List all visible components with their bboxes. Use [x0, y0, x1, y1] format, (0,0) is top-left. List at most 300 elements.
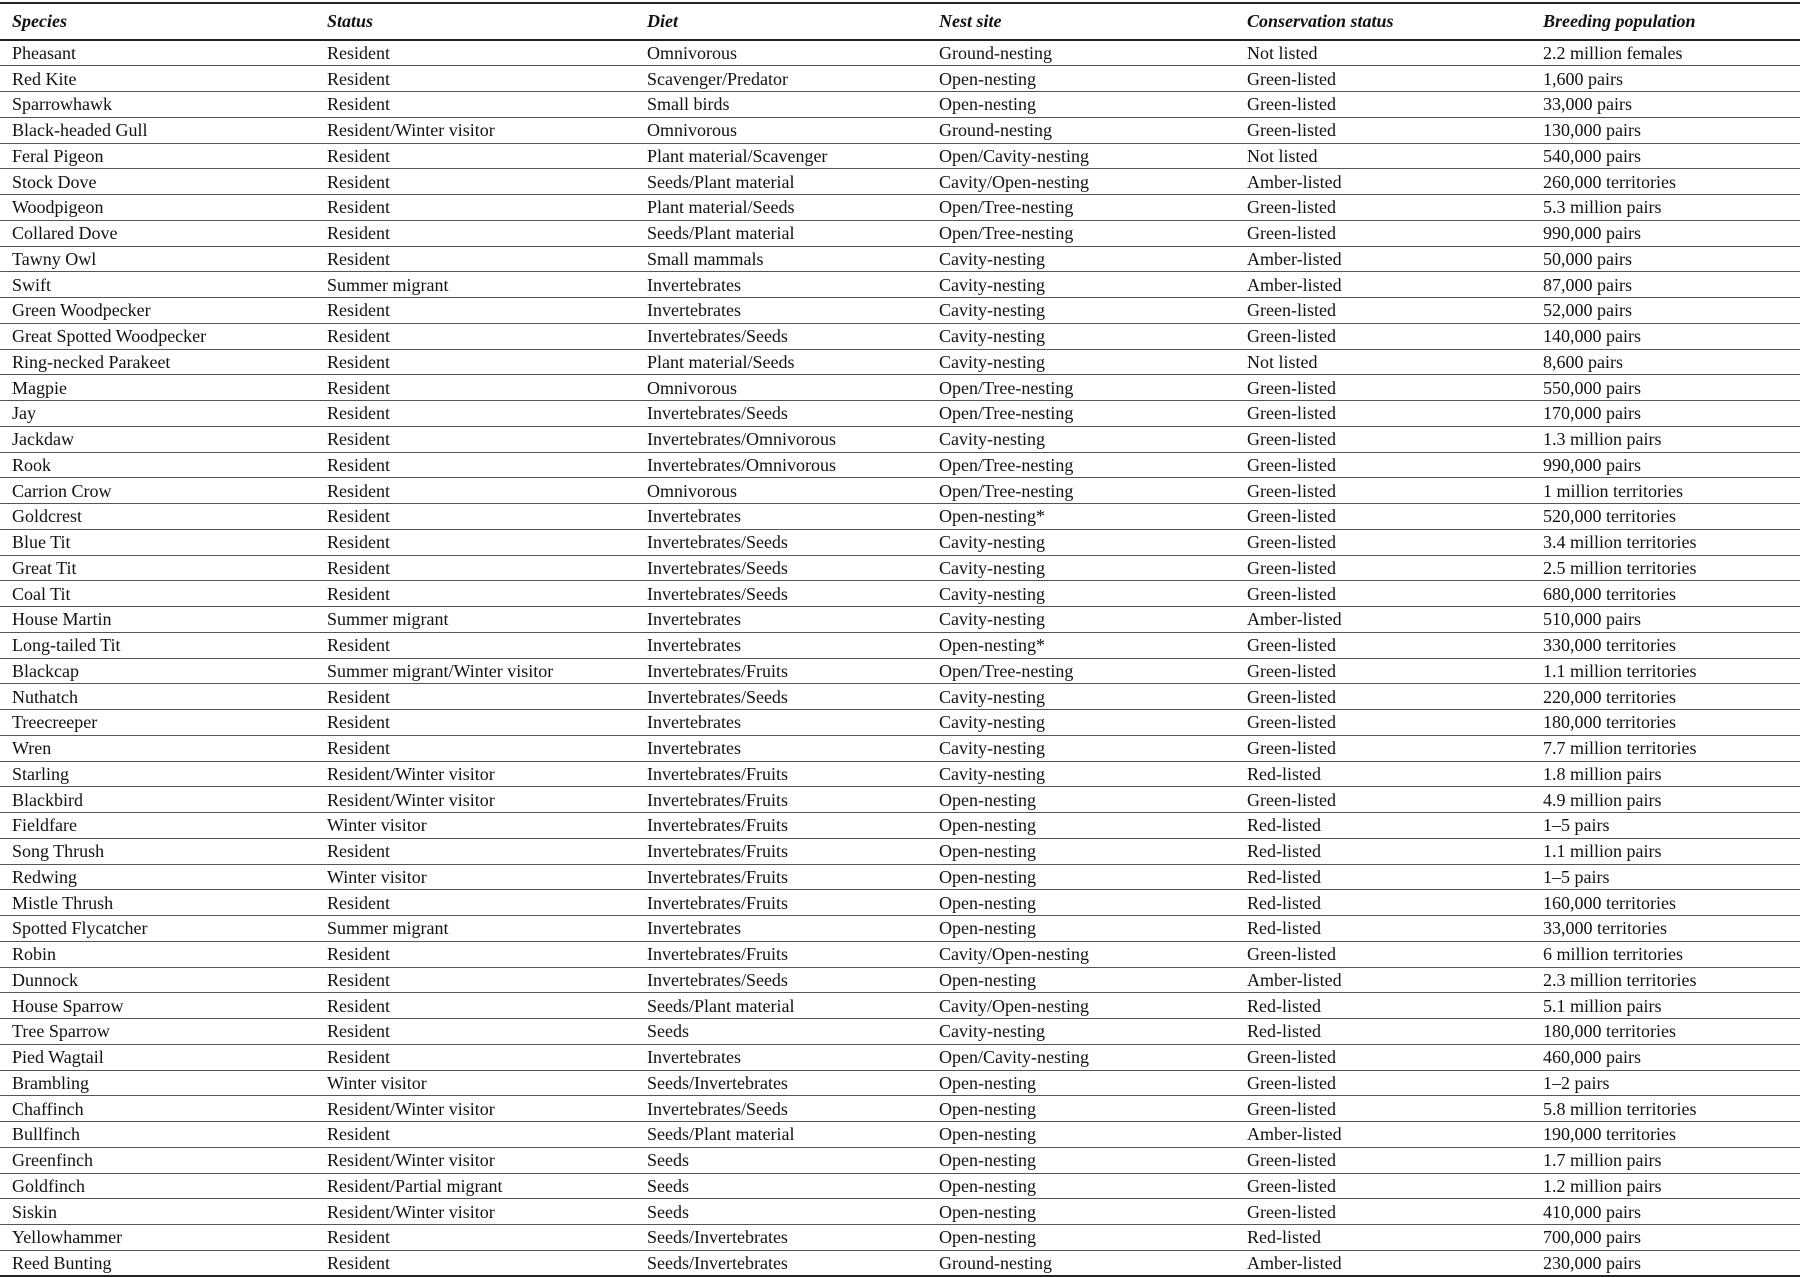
nest-site-cell: Open/Cavity-nesting [939, 1047, 1089, 1068]
diet-cell: Invertebrates [647, 300, 741, 321]
nest-site-cell: Cavity-nesting [939, 557, 1045, 578]
breeding-population-cell: 8,600 pairs [1543, 351, 1623, 372]
breeding-population-cell: 33,000 territories [1543, 918, 1667, 939]
species-cell: Green Woodpecker [12, 300, 151, 321]
breeding-population-cell: 990,000 pairs [1543, 223, 1641, 244]
conservation-status-cell: Green-listed [1247, 532, 1336, 553]
nest-site-cell: Open/Tree-nesting [939, 197, 1074, 218]
nest-site-cell: Cavity-nesting [939, 274, 1045, 295]
nest-site-cell: Open-nesting [939, 918, 1036, 939]
conservation-status-cell: Green-listed [1247, 1072, 1336, 1093]
table-row [0, 92, 1800, 118]
breeding-population-cell: 520,000 territories [1543, 506, 1676, 527]
status-cell: Resident [327, 892, 390, 913]
conservation-status-cell: Amber-listed [1247, 1252, 1342, 1273]
diet-cell: Invertebrates [647, 918, 741, 939]
status-cell: Resident [327, 94, 390, 115]
status-cell: Resident [327, 712, 390, 733]
breeding-population-cell: 460,000 pairs [1543, 1047, 1641, 1068]
species-cell: Nuthatch [12, 686, 78, 707]
nest-site-cell: Open-nesting [939, 1150, 1036, 1171]
species-cell: Collared Dove [12, 223, 118, 244]
conservation-status-cell: Green-listed [1247, 94, 1336, 115]
table-row [0, 117, 1800, 143]
nest-site-cell: Open-nesting [939, 892, 1036, 913]
diet-cell: Invertebrates/Seeds [647, 686, 788, 707]
diet-cell: Seeds/Plant material [647, 171, 795, 192]
status-cell: Summer migrant [327, 274, 449, 295]
diet-cell: Invertebrates [647, 712, 741, 733]
breeding-population-cell: 5.1 million pairs [1543, 995, 1662, 1016]
conservation-status-cell: Green-listed [1247, 789, 1336, 810]
species-cell: Swift [12, 274, 52, 295]
breeding-population-cell: 190,000 territories [1543, 1124, 1676, 1145]
conservation-status-cell: Green-listed [1247, 712, 1336, 733]
species-cell: Siskin [12, 1201, 58, 1222]
species-cell: Reed Bunting [12, 1252, 112, 1273]
table-row [0, 1199, 1800, 1225]
diet-cell: Seeds/Invertebrates [647, 1252, 788, 1273]
conservation-status-cell: Green-listed [1247, 68, 1336, 89]
table-row [0, 555, 1800, 581]
conservation-status-cell: Red-listed [1247, 892, 1321, 913]
status-cell: Resident [327, 223, 390, 244]
conservation-status-cell: Green-listed [1247, 686, 1336, 707]
species-cell: Song Thrush [12, 841, 105, 862]
breeding-population-cell: 2.2 million females [1543, 43, 1683, 64]
status-cell: Resident [327, 1252, 390, 1273]
species-cell: Goldfinch [12, 1175, 85, 1196]
breeding-population-cell: 6 million territories [1543, 944, 1683, 965]
table-row [0, 941, 1800, 967]
table-row [0, 813, 1800, 839]
table-row [0, 967, 1800, 993]
breeding-population-cell: 330,000 territories [1543, 635, 1676, 656]
table-row [0, 632, 1800, 658]
status-cell: Summer migrant/Winter visitor [327, 660, 554, 681]
table-row [0, 890, 1800, 916]
diet-cell: Plant material/Scavenger [647, 145, 828, 166]
diet-cell: Invertebrates/Omnivorous [647, 454, 836, 475]
conservation-status-cell: Amber-listed [1247, 171, 1342, 192]
diet-cell: Invertebrates/Fruits [647, 866, 788, 887]
breeding-population-cell: 160,000 territories [1543, 892, 1676, 913]
conservation-status-cell: Amber-listed [1247, 1124, 1342, 1145]
nest-site-cell: Open-nesting [939, 68, 1036, 89]
breeding-population-cell: 410,000 pairs [1543, 1201, 1641, 1222]
diet-cell: Scavenger/Predator [647, 68, 788, 89]
diet-cell: Invertebrates [647, 1047, 741, 1068]
table-row [0, 735, 1800, 761]
breeding-population-cell: 990,000 pairs [1543, 454, 1641, 475]
table-row [0, 452, 1800, 478]
nest-site-cell: Cavity-nesting [939, 686, 1045, 707]
species-cell: Coal Tit [12, 583, 71, 604]
status-cell: Winter visitor [327, 1072, 427, 1093]
breeding-population-cell: 1–2 pairs [1543, 1072, 1610, 1093]
nest-site-cell: Open/Tree-nesting [939, 377, 1074, 398]
nest-site-cell: Cavity/Open-nesting [939, 995, 1089, 1016]
table-row [0, 916, 1800, 942]
diet-cell: Invertebrates [647, 274, 741, 295]
conservation-status-cell: Amber-listed [1247, 969, 1342, 990]
diet-cell: Invertebrates [647, 609, 741, 630]
species-cell: Jackdaw [12, 429, 74, 450]
breeding-population-cell: 700,000 pairs [1543, 1227, 1641, 1248]
nest-site-cell: Cavity-nesting [939, 763, 1045, 784]
species-cell: Magpie [12, 377, 67, 398]
nest-site-cell: Open/Tree-nesting [939, 480, 1074, 501]
breeding-population-cell: 3.4 million territories [1543, 532, 1697, 553]
conservation-status-cell: Green-listed [1247, 454, 1336, 475]
species-cell: Blackbird [12, 789, 83, 810]
breeding-population-cell: 260,000 territories [1543, 171, 1676, 192]
conservation-status-cell: Red-listed [1247, 866, 1321, 887]
nest-site-cell: Open/Tree-nesting [939, 660, 1074, 681]
breeding-population-cell: 1–5 pairs [1543, 866, 1610, 887]
conservation-status-cell: Red-listed [1247, 841, 1321, 862]
status-cell: Summer migrant [327, 918, 449, 939]
breeding-population-cell: 87,000 pairs [1543, 274, 1632, 295]
table-row [0, 169, 1800, 195]
nest-site-cell: Cavity-nesting [939, 738, 1045, 759]
breeding-population-cell: 1–5 pairs [1543, 815, 1610, 836]
status-cell: Resident/Winter visitor [327, 1098, 495, 1119]
nest-site-cell: Open-nesting [939, 866, 1036, 887]
table-row [0, 1096, 1800, 1122]
status-cell: Resident [327, 197, 390, 218]
breeding-population-cell: 230,000 pairs [1543, 1252, 1641, 1273]
species-cell: Carrion Crow [12, 480, 112, 501]
nest-site-cell: Cavity-nesting [939, 609, 1045, 630]
column-header-species: Species [12, 11, 67, 31]
table-body [0, 40, 1800, 1276]
breeding-population-cell: 140,000 pairs [1543, 326, 1641, 347]
table-row [0, 761, 1800, 787]
breeding-population-cell: 4.9 million pairs [1543, 789, 1662, 810]
column-header-diet: Diet [647, 11, 678, 31]
diet-cell: Plant material/Seeds [647, 351, 795, 372]
nest-site-cell: Open-nesting [939, 815, 1036, 836]
conservation-status-cell: Green-listed [1247, 1201, 1336, 1222]
breeding-population-cell: 1.3 million pairs [1543, 429, 1662, 450]
nest-site-cell: Open-nesting* [939, 506, 1045, 527]
column-header-status: Status [327, 11, 374, 31]
diet-cell: Invertebrates [647, 738, 741, 759]
table-row [0, 1173, 1800, 1199]
conservation-status-cell: Green-listed [1247, 1047, 1336, 1068]
table-row [0, 1122, 1800, 1148]
status-cell: Winter visitor [327, 866, 427, 887]
diet-cell: Seeds/Plant material [647, 223, 795, 244]
table-row [0, 864, 1800, 890]
table-row [0, 504, 1800, 530]
column-header-conservation-status: Conservation status [1247, 11, 1394, 31]
conservation-status-cell: Amber-listed [1247, 248, 1342, 269]
nest-site-cell: Cavity-nesting [939, 1021, 1045, 1042]
diet-cell: Invertebrates/Fruits [647, 815, 788, 836]
diet-cell: Invertebrates/Fruits [647, 892, 788, 913]
diet-cell: Invertebrates/Fruits [647, 841, 788, 862]
nest-site-cell: Open-nesting* [939, 635, 1045, 656]
diet-cell: Invertebrates/Seeds [647, 557, 788, 578]
status-cell: Winter visitor [327, 815, 427, 836]
nest-site-cell: Open-nesting [939, 789, 1036, 810]
table-row [0, 684, 1800, 710]
status-cell: Resident [327, 248, 390, 269]
conservation-status-cell: Green-listed [1247, 429, 1336, 450]
breeding-population-cell: 1,600 pairs [1543, 68, 1623, 89]
conservation-status-cell: Red-listed [1247, 1227, 1321, 1248]
nest-site-cell: Cavity-nesting [939, 300, 1045, 321]
conservation-status-cell: Red-listed [1247, 763, 1321, 784]
status-cell: Resident/Winter visitor [327, 763, 495, 784]
table-row [0, 1225, 1800, 1251]
conservation-status-cell: Green-listed [1247, 660, 1336, 681]
status-cell: Resident [327, 841, 390, 862]
species-cell: Blue Tit [12, 532, 71, 553]
breeding-population-cell: 7.7 million territories [1543, 738, 1697, 759]
conservation-status-cell: Green-listed [1247, 403, 1336, 424]
diet-cell: Seeds [647, 1201, 689, 1222]
nest-site-cell: Ground-nesting [939, 1252, 1052, 1273]
breeding-population-cell: 180,000 territories [1543, 712, 1676, 733]
status-cell: Resident [327, 326, 390, 347]
table-row [0, 710, 1800, 736]
status-cell: Resident/Partial migrant [327, 1175, 503, 1196]
diet-cell: Invertebrates/Seeds [647, 583, 788, 604]
breeding-population-cell: 1.8 million pairs [1543, 763, 1662, 784]
conservation-status-cell: Not listed [1247, 351, 1318, 372]
status-cell: Resident [327, 300, 390, 321]
table-row [0, 272, 1800, 298]
diet-cell: Invertebrates [647, 506, 741, 527]
diet-cell: Omnivorous [647, 377, 737, 398]
table-row [0, 143, 1800, 169]
table-row [0, 1044, 1800, 1070]
nest-site-cell: Open-nesting [939, 1201, 1036, 1222]
nest-site-cell: Cavity/Open-nesting [939, 944, 1089, 965]
conservation-status-cell: Green-listed [1247, 944, 1336, 965]
nest-site-cell: Open-nesting [939, 1124, 1036, 1145]
table-row [0, 581, 1800, 607]
nest-site-cell: Open-nesting [939, 1072, 1036, 1093]
breeding-population-cell: 5.8 million territories [1543, 1098, 1697, 1119]
nest-site-cell: Cavity-nesting [939, 429, 1045, 450]
table-row [0, 246, 1800, 272]
species-cell: Dunnock [12, 969, 78, 990]
diet-cell: Omnivorous [647, 120, 737, 141]
table-row [0, 220, 1800, 246]
conservation-status-cell: Green-listed [1247, 583, 1336, 604]
table-row [0, 658, 1800, 684]
diet-cell: Invertebrates/Seeds [647, 969, 788, 990]
status-cell: Resident [327, 686, 390, 707]
status-cell: Resident [327, 969, 390, 990]
table-row [0, 375, 1800, 401]
species-cell: Long-tailed Tit [12, 635, 121, 656]
status-cell: Resident [327, 738, 390, 759]
diet-cell: Invertebrates/Seeds [647, 1098, 788, 1119]
breeding-population-cell: 1.7 million pairs [1543, 1150, 1662, 1171]
diet-cell: Invertebrates/Fruits [647, 789, 788, 810]
table-row [0, 195, 1800, 221]
conservation-status-cell: Not listed [1247, 43, 1318, 64]
status-cell: Resident [327, 454, 390, 475]
species-cell: Redwing [12, 866, 77, 887]
status-cell: Resident [327, 429, 390, 450]
species-cell: Black-headed Gull [12, 120, 148, 141]
table-header [0, 3, 1800, 40]
status-cell: Resident [327, 145, 390, 166]
table-row [0, 66, 1800, 92]
nest-site-cell: Open-nesting [939, 1227, 1036, 1248]
nest-site-cell: Cavity-nesting [939, 351, 1045, 372]
bird-species-table [0, 2, 1800, 1277]
table-row [0, 787, 1800, 813]
conservation-status-cell: Red-listed [1247, 815, 1321, 836]
nest-site-cell: Open/Tree-nesting [939, 454, 1074, 475]
diet-cell: Seeds [647, 1021, 689, 1042]
breeding-population-cell: 52,000 pairs [1543, 300, 1632, 321]
nest-site-cell: Open-nesting [939, 969, 1036, 990]
conservation-status-cell: Green-listed [1247, 223, 1336, 244]
status-cell: Resident [327, 532, 390, 553]
table-row [0, 401, 1800, 427]
status-cell: Summer migrant [327, 609, 449, 630]
breeding-population-cell: 33,000 pairs [1543, 94, 1632, 115]
table-row [0, 349, 1800, 375]
conservation-status-cell: Green-listed [1247, 480, 1336, 501]
diet-cell: Invertebrates/Fruits [647, 763, 788, 784]
table-row [0, 993, 1800, 1019]
status-cell: Resident [327, 480, 390, 501]
diet-cell: Seeds [647, 1150, 689, 1171]
diet-cell: Small mammals [647, 248, 764, 269]
conservation-status-cell: Red-listed [1247, 995, 1321, 1016]
diet-cell: Seeds/Plant material [647, 995, 795, 1016]
diet-cell: Seeds [647, 1175, 689, 1196]
breeding-population-cell: 2.3 million territories [1543, 969, 1697, 990]
species-cell: Jay [12, 403, 36, 424]
status-cell: Resident [327, 944, 390, 965]
species-cell: Great Spotted Woodpecker [12, 326, 207, 347]
diet-cell: Invertebrates/Omnivorous [647, 429, 836, 450]
species-cell: Woodpigeon [12, 197, 104, 218]
species-cell: Rook [12, 454, 52, 475]
status-cell: Resident [327, 377, 390, 398]
species-cell: Tawny Owl [12, 248, 97, 269]
table-row [0, 323, 1800, 349]
breeding-population-cell: 550,000 pairs [1543, 377, 1641, 398]
header-row [0, 3, 1800, 40]
status-cell: Resident [327, 557, 390, 578]
status-cell: Resident [327, 1227, 390, 1248]
status-cell: Resident [327, 1124, 390, 1145]
species-cell: Mistle Thrush [12, 892, 114, 913]
breeding-population-cell: 1.1 million territories [1543, 660, 1697, 681]
status-cell: Resident [327, 43, 390, 64]
diet-cell: Plant material/Seeds [647, 197, 795, 218]
table-row [0, 529, 1800, 555]
conservation-status-cell: Green-listed [1247, 635, 1336, 656]
species-cell: Brambling [12, 1072, 89, 1093]
diet-cell: Invertebrates/Seeds [647, 326, 788, 347]
species-cell: Greenfinch [12, 1150, 93, 1171]
species-cell: Pheasant [12, 43, 76, 64]
table-row [0, 1147, 1800, 1173]
status-cell: Resident [327, 995, 390, 1016]
species-cell: Fieldfare [12, 815, 77, 836]
nest-site-cell: Open-nesting [939, 841, 1036, 862]
status-cell: Resident/Winter visitor [327, 1150, 495, 1171]
status-cell: Resident [327, 68, 390, 89]
diet-cell: Omnivorous [647, 43, 737, 64]
status-cell: Resident [327, 635, 390, 656]
species-cell: House Martin [12, 609, 112, 630]
conservation-status-cell: Red-listed [1247, 918, 1321, 939]
species-cell: Treecreeper [12, 712, 98, 733]
breeding-population-cell: 130,000 pairs [1543, 120, 1641, 141]
breeding-population-cell: 510,000 pairs [1543, 609, 1641, 630]
species-cell: Ring-necked Parakeet [12, 351, 171, 372]
breeding-population-cell: 50,000 pairs [1543, 248, 1632, 269]
species-cell: Wren [12, 738, 52, 759]
species-cell: Great Tit [12, 557, 77, 578]
diet-cell: Invertebrates/Fruits [647, 660, 788, 681]
status-cell: Resident [327, 506, 390, 527]
column-header-breeding-population: Breeding population [1543, 11, 1696, 31]
table-row [0, 298, 1800, 324]
breeding-population-cell: 220,000 territories [1543, 686, 1676, 707]
species-cell: Stock Dove [12, 171, 97, 192]
conservation-status-cell: Green-listed [1247, 1150, 1336, 1171]
status-cell: Resident/Winter visitor [327, 1201, 495, 1222]
diet-cell: Small birds [647, 94, 730, 115]
column-header-nest-site: Nest site [939, 11, 1002, 31]
table-row [0, 838, 1800, 864]
diet-cell: Invertebrates/Fruits [647, 944, 788, 965]
breeding-population-cell: 170,000 pairs [1543, 403, 1641, 424]
conservation-status-cell: Green-listed [1247, 1175, 1336, 1196]
conservation-status-cell: Green-listed [1247, 326, 1336, 347]
nest-site-cell: Open/Cavity-nesting [939, 145, 1089, 166]
table-row [0, 40, 1800, 66]
nest-site-cell: Ground-nesting [939, 43, 1052, 64]
species-cell: Tree Sparrow [12, 1021, 110, 1042]
conservation-status-cell: Green-listed [1247, 377, 1336, 398]
species-cell: Goldcrest [12, 506, 82, 527]
breeding-population-cell: 540,000 pairs [1543, 145, 1641, 166]
nest-site-cell: Open-nesting [939, 1175, 1036, 1196]
conservation-status-cell: Green-listed [1247, 197, 1336, 218]
table-row [0, 1019, 1800, 1045]
species-cell: Feral Pigeon [12, 145, 104, 166]
nest-site-cell: Open-nesting [939, 1098, 1036, 1119]
species-cell: Chaffinch [12, 1098, 84, 1119]
nest-site-cell: Cavity-nesting [939, 532, 1045, 553]
species-cell: Bullfinch [12, 1124, 80, 1145]
diet-cell: Invertebrates/Seeds [647, 403, 788, 424]
conservation-status-cell: Amber-listed [1247, 274, 1342, 295]
breeding-population-cell: 1 million territories [1543, 480, 1683, 501]
conservation-status-cell: Amber-listed [1247, 609, 1342, 630]
breeding-population-cell: 5.3 million pairs [1543, 197, 1662, 218]
conservation-status-cell: Green-listed [1247, 557, 1336, 578]
species-cell: House Sparrow [12, 995, 124, 1016]
diet-cell: Seeds/Invertebrates [647, 1072, 788, 1093]
breeding-population-cell: 1.1 million pairs [1543, 841, 1662, 862]
